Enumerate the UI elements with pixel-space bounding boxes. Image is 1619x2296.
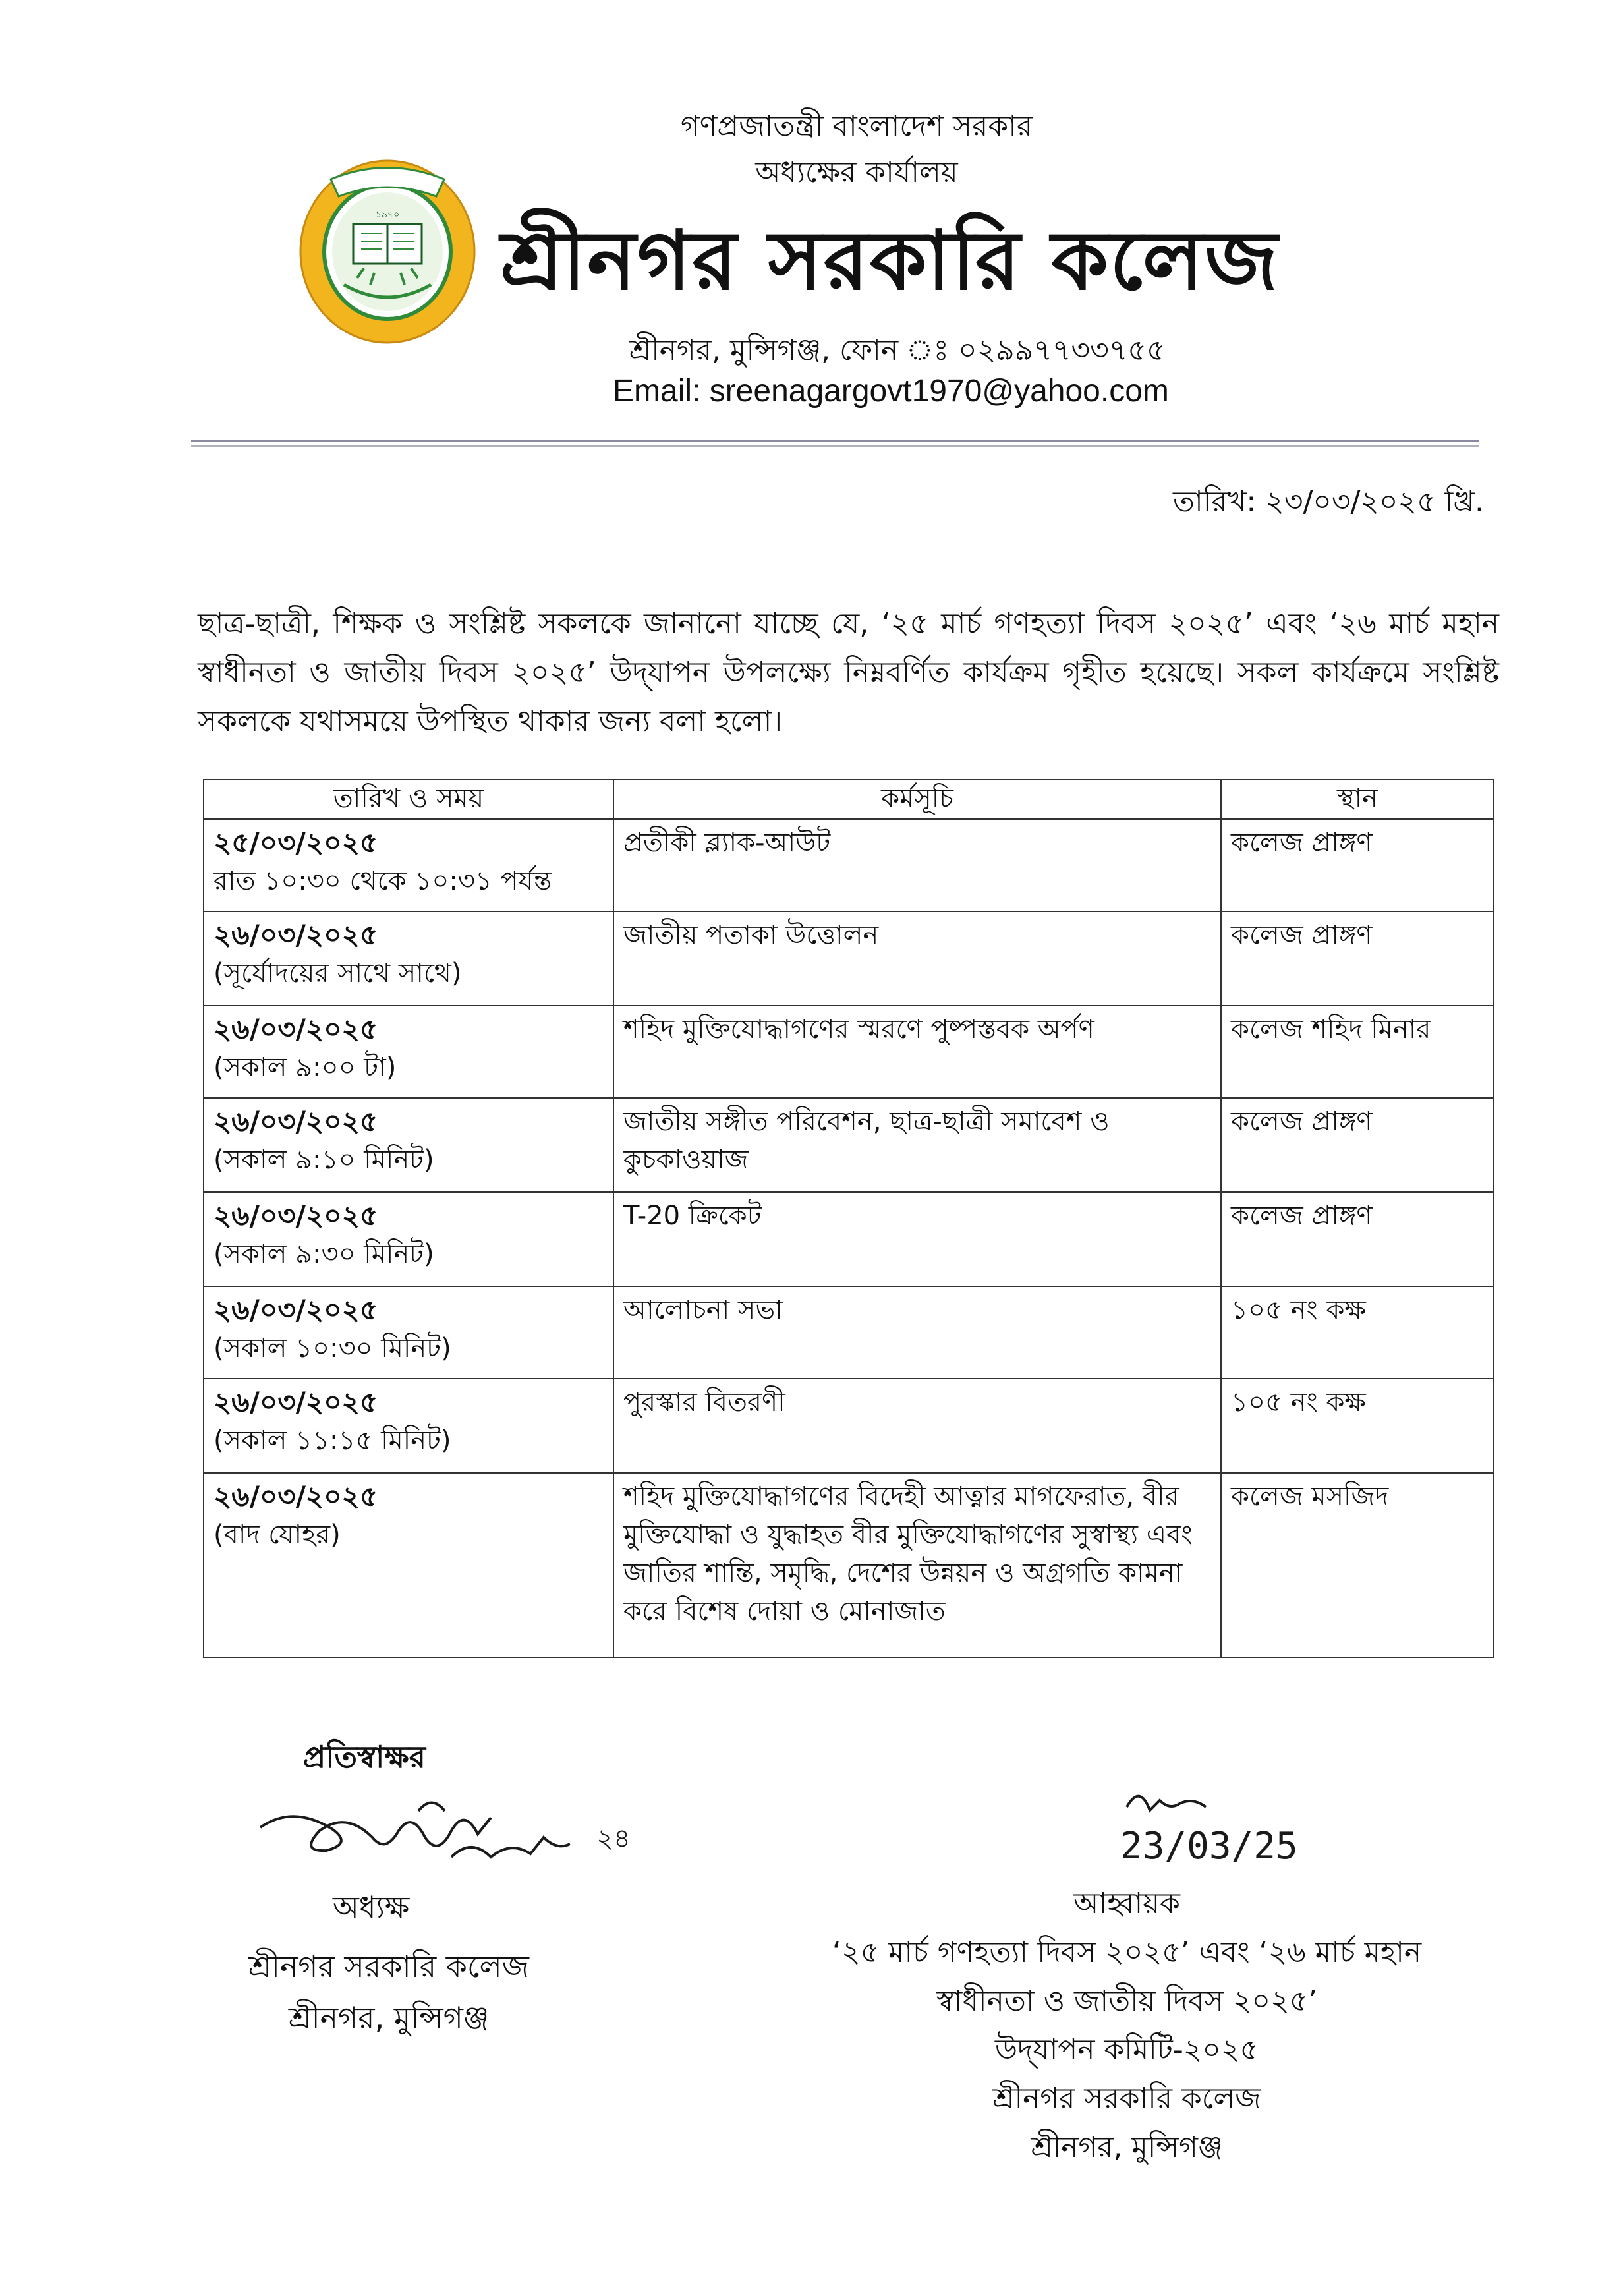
row-date: ২৬/০৩/২০২৫ [213, 1013, 378, 1045]
principal-signature [254, 1791, 636, 1877]
convener-signature [1114, 1781, 1351, 1873]
convener-place: শ্রীনগর, মুন্সিগঞ্জ [1031, 2131, 1223, 2164]
row-time: রাত ১০:৩০ থেকে ১০:৩১ পর্যন্ত [213, 866, 552, 896]
program-schedule-table [203, 779, 1494, 1658]
table-row [204, 911, 1494, 1006]
program-cell: জাতীয় সঙ্গীত পরিবেশন, ছাত্র-ছাত্রী সমাবেশ ও কুচকাওয়াজ [613, 1098, 1221, 1192]
convener-title: আহ্বায়ক [1073, 1887, 1180, 1920]
date-time-cell [204, 1379, 613, 1473]
row-date: ২৬/০৩/২০২৫ [213, 919, 378, 951]
program-cell: শহিদ মুক্তিযোদ্ধাগণের স্মরণে পুষ্পস্তবক অর্পণ [613, 1006, 1221, 1098]
intro-paragraph: ছাত্র-ছাত্রী, শিক্ষক ও সংশ্লিষ্ট সকলকে জানানো যাচ্ছে যে, ‘২৫ মার্চ গণহত্যা দিবস ২০২৫’ এবং ‘২৬ মার্চ মহান স্বাধীনতা ও জাতীয় দিবস ২০২৫’ উদ্‌যাপন উপলক্ষ্যে নিম্নবর্ণিত কার্যক্রম গৃহীত হয়েছে। সকল কার্যক্রমে সংশ্লিষ্ট সকলকে যথাসময়ে উপস্থিত থাকার জন্য বলা হলো। [198, 607, 1499, 738]
college-logo [298, 153, 477, 345]
date-time-cell [204, 1098, 613, 1192]
convener-committee-line2: স্বাধীনতা ও জাতীয় দিবস ২০২৫’ [936, 1984, 1318, 2018]
date-time-cell [204, 1006, 613, 1098]
date-time-cell [204, 911, 613, 1006]
principal-block [217, 1941, 560, 2044]
svg-text:২৪: ২৪ [596, 1823, 631, 1854]
header-divider-secondary [191, 445, 1479, 447]
row-date: ২৬/০৩/২০২৫ [213, 1294, 378, 1326]
place-cell: কলেজ মসজিদ [1221, 1473, 1494, 1657]
principal-title: অধ্যক্ষ [333, 1889, 410, 1925]
header-date-time: তারিখ ও সময় [204, 780, 613, 819]
program-cell: জাতীয় পতাকা উত্তোলন [613, 911, 1221, 1006]
header-program: কর্মসূচি [613, 780, 1221, 819]
program-cell: আলোচনা সভা [613, 1286, 1221, 1379]
principal-org: শ্রীনগর সরকারি কলেজ [248, 1949, 529, 1984]
date-time-cell [204, 1192, 613, 1286]
table-row [204, 1473, 1494, 1657]
convener-org: শ্রীনগর সরকারি কলেজ [992, 2082, 1261, 2115]
convener-sig-date: 23/03/25 [1120, 1825, 1298, 1868]
row-date: ২৬/০৩/২০২৫ [213, 1386, 378, 1418]
place-cell: ১০৫ নং কক্ষ [1221, 1379, 1494, 1473]
address-phone: শ্রীনগর, মুন্সিগঞ্জ, ফোন ঃ ০২৯৯৭৭৩৩৭৫৫ [629, 333, 1166, 367]
place-cell: কলেজ প্রাঙ্গণ [1221, 911, 1494, 1006]
row-time: (সকাল ৯:১০ মিনিট) [213, 1145, 434, 1175]
date-time-cell [204, 819, 613, 911]
row-time: (সকাল ৯:৩০ মিনিট) [213, 1239, 434, 1269]
place-cell: ১০৫ নং কক্ষ [1221, 1286, 1494, 1379]
place-cell: কলেজ প্রাঙ্গণ [1221, 819, 1494, 911]
college-name: শ্রীনগর সরকারি কলেজ [501, 214, 1280, 308]
document-date: তারিখ: ২৩/০৩/২০২৫ খ্রি. [1172, 485, 1484, 519]
government-name: গণপ্রজাতন্ত্রী বাংলাদেশ সরকার [680, 109, 1033, 143]
row-time: (বাদ যোহর) [213, 1520, 341, 1550]
program-cell: শহিদ মুক্তিযোদ্ধাগণের বিদেহী আত্নার মাগফেরাত, বীর মুক্তিযোদ্ধা ও যুদ্ধাহত বীর মুক্তিযোদ্ধাগণের সুস্বাস্থ্য এবং জাতির শান্তি, সমৃদ্ধি, দেশের উন্নয়ন ও অগ্রগতি কামনা করে বিশেষ দোয়া ও মোনাজাত [613, 1473, 1221, 1657]
row-date: ২৫/০৩/২০২৫ [213, 826, 378, 859]
row-time: (সূর্যোদয়ের সাথে সাথে) [213, 958, 462, 989]
convener-committee-line3: উদ্‌যাপন কমিটি-২০২৫ [994, 2033, 1259, 2067]
date-time-cell [204, 1286, 613, 1379]
table-header-row [204, 780, 1494, 819]
email-address: Email: sreenagargovt1970@yahoo.com [613, 374, 1169, 409]
row-time: (সকাল ৯:০০ টা) [213, 1052, 397, 1083]
row-date: ২৬/০৩/২০২৫ [213, 1480, 378, 1512]
convener-block [764, 1880, 1489, 2172]
program-cell: পুরস্কার বিতরণী [613, 1379, 1221, 1473]
svg-text:১৯৭০: ১৯৭০ [375, 210, 400, 220]
place-cell: কলেজ প্রাঙ্গণ [1221, 1098, 1494, 1192]
principal-place: শ্রীনগর, মুন্সিগঞ্জ [288, 2000, 490, 2036]
row-date: ২৬/০৩/২০২৫ [213, 1199, 378, 1232]
program-cell: T-20 ক্রিকেট [613, 1192, 1221, 1286]
table-row [204, 1379, 1494, 1473]
date-time-cell [204, 1473, 613, 1657]
place-cell: কলেজ প্রাঙ্গণ [1221, 1192, 1494, 1286]
countersignature-label: প্রতিস্বাক্ষর [303, 1739, 426, 1775]
table-row [204, 1006, 1494, 1098]
table-row [204, 1098, 1494, 1192]
header-place: স্থান [1221, 780, 1494, 819]
table-row [204, 1192, 1494, 1286]
place-cell: কলেজ শহিদ মিনার [1221, 1006, 1494, 1098]
program-cell: প্রতীকী ব্ল্যাক-আউট [613, 819, 1221, 911]
row-time: (সকাল ১০:৩০ মিনিট) [213, 1333, 451, 1363]
header-divider [191, 440, 1479, 442]
row-time: (সকাল ১১:১৫ মিনিট) [213, 1425, 451, 1456]
convener-committee-line1: ‘২৫ মার্চ গণহত্যা দিবস ২০২৫’ এবং ‘২৬ মার্চ মহান [832, 1936, 1422, 1969]
office-name: অধ্যক্ষের কার্যালয় [755, 156, 958, 189]
table-row [204, 819, 1494, 911]
table-row [204, 1286, 1494, 1379]
row-date: ২৬/০৩/২০২৫ [213, 1105, 378, 1137]
